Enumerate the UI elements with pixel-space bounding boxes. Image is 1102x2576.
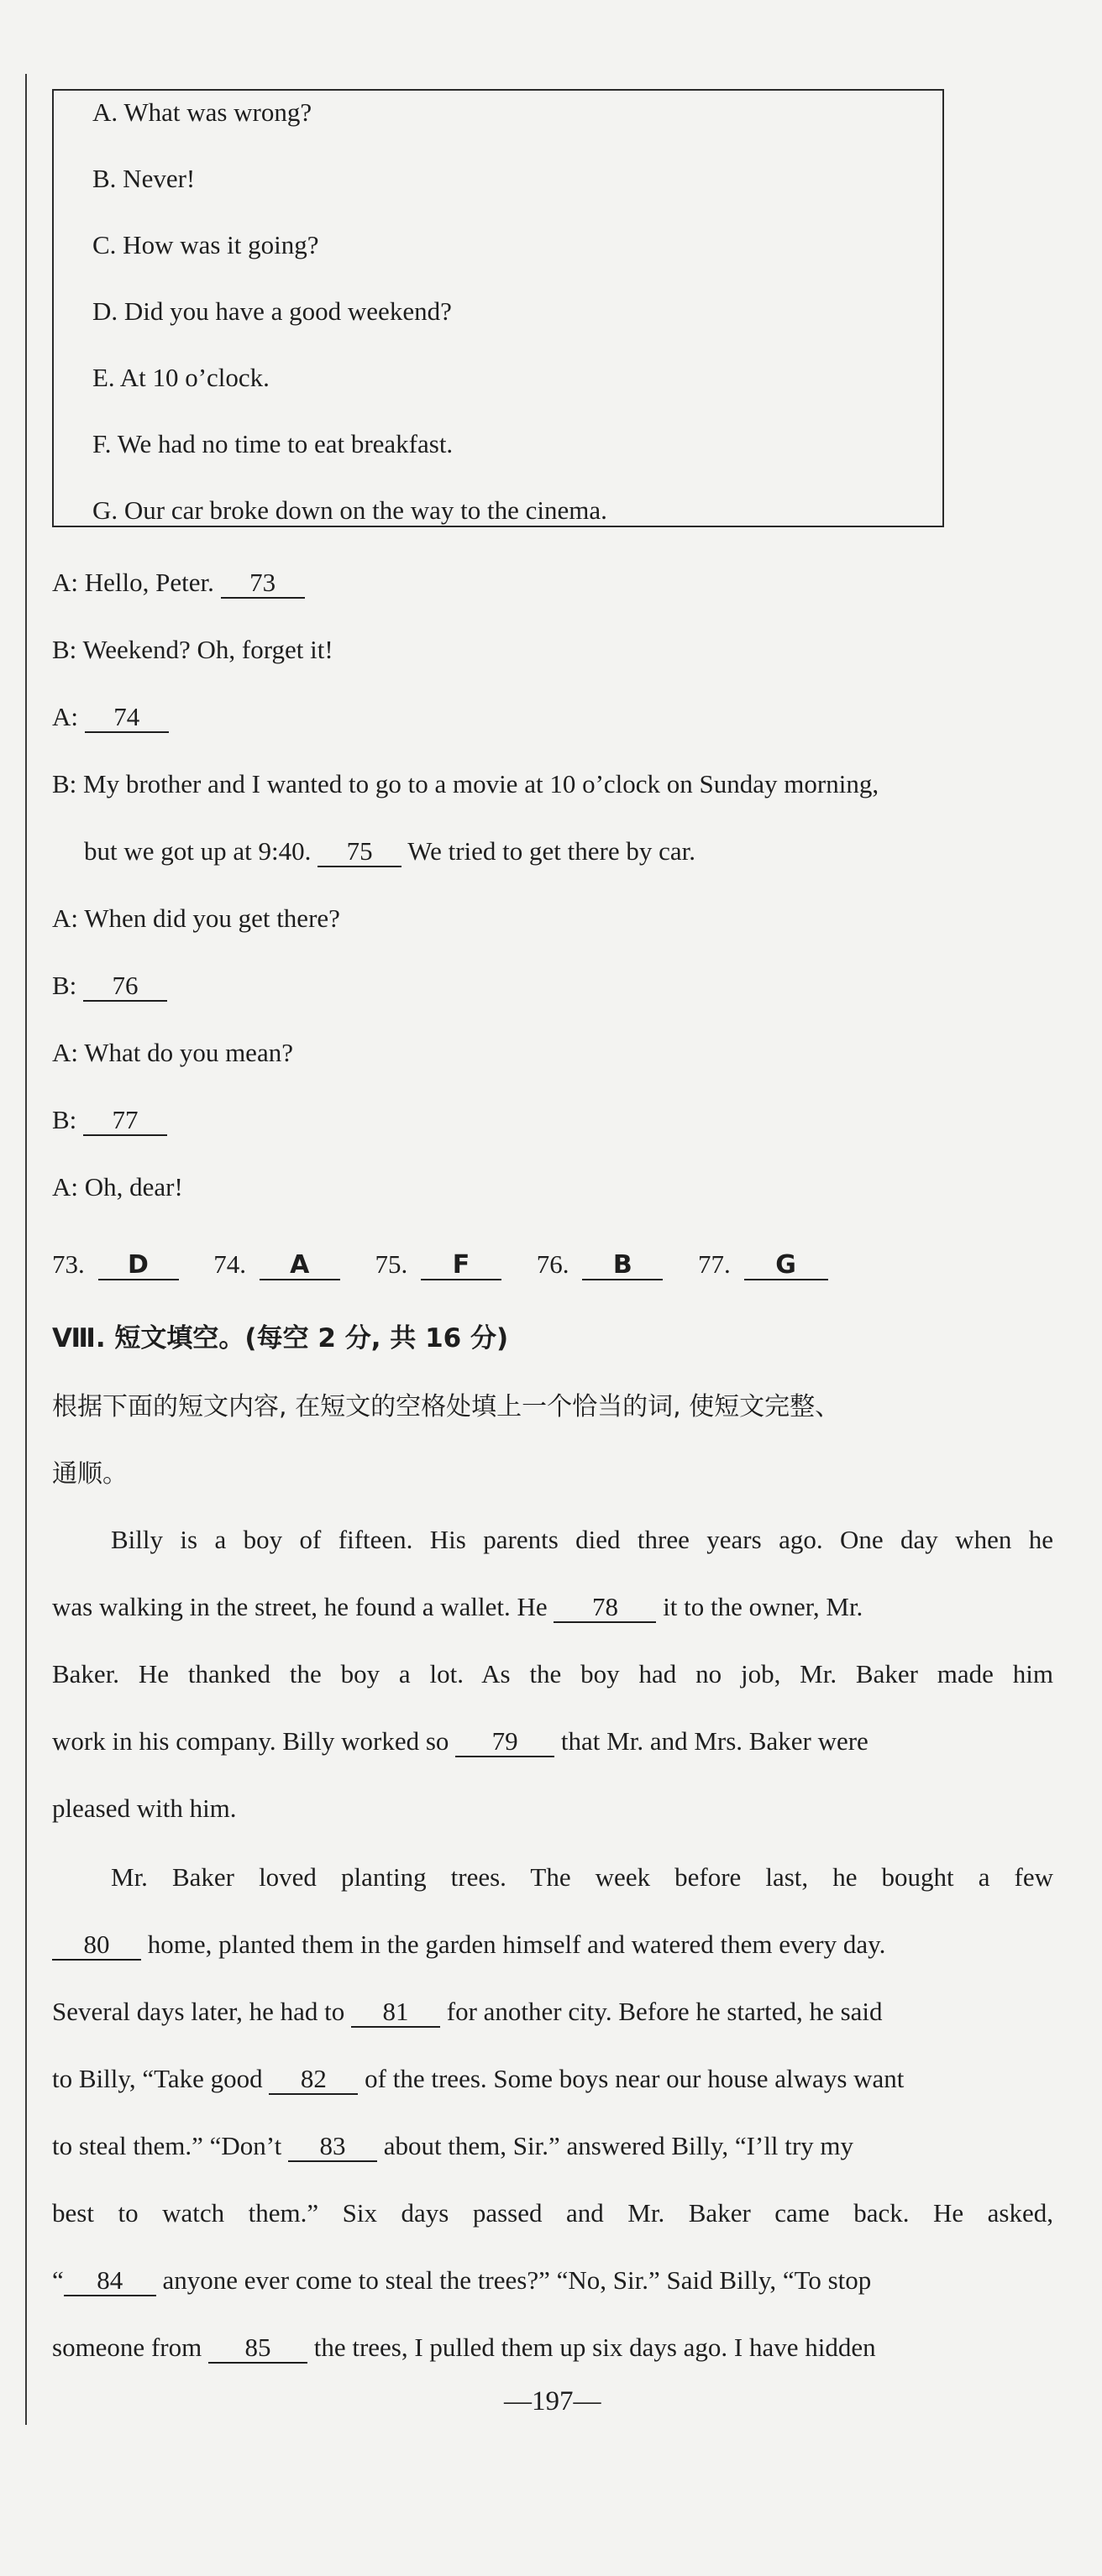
- passage-text: to steal them.” “Don’t: [52, 2131, 288, 2160]
- blank-75: 75: [317, 837, 401, 867]
- option-d: D. Did you have a good weekend?: [92, 296, 452, 326]
- passage-line: [52, 2064, 904, 2095]
- option-f: F. We had no time to eat breakfast.: [92, 429, 454, 458]
- passage-text: Several days later, he had to: [52, 1997, 351, 2026]
- answer-77: G: [744, 1251, 828, 1280]
- blank-73: 73: [221, 568, 305, 599]
- options-box: [52, 89, 944, 527]
- dialogue-text: A:: [52, 702, 85, 731]
- blank-76: 76: [83, 971, 167, 1002]
- section-instruction: 根据下面的短文内容, 在短文的空格处填上一个恰当的词, 使短文完整、: [52, 1392, 841, 1422]
- passage-text: for another city. Before he started, he said: [440, 1997, 883, 2026]
- blank-84: 84: [64, 2266, 156, 2296]
- passage-text: “: [52, 2265, 64, 2295]
- option-g: G. Our car broke down on the way to the cinema.: [92, 495, 607, 525]
- blank-74: 74: [85, 703, 169, 733]
- blank-79: 79: [455, 1727, 554, 1757]
- dialogue-line-7: [52, 971, 167, 1002]
- passage-line: Mr. Baker loved planting trees. The week before last, he bought a few: [111, 1862, 1053, 1892]
- passage-line: [52, 1726, 868, 1757]
- blank-80: 80: [52, 1930, 141, 1961]
- passage-line: Billy is a boy of fifteen. His parents died three years ago. One day when he: [111, 1525, 1053, 1554]
- margin-line: [25, 74, 27, 2425]
- dialogue-text: A: Hello, Peter.: [52, 568, 221, 597]
- section-instruction-cont: 通顺。: [52, 1459, 128, 1489]
- passage-line: best to watch them.” Six days passed and Mr. Baker came back. He asked,: [52, 2198, 1053, 2228]
- dialogue-line-10: A: Oh, dear!: [52, 1172, 183, 1202]
- passage-text: that Mr. and Mrs. Baker were: [554, 1726, 868, 1756]
- passage-line: [52, 1592, 863, 1623]
- dialogue-line-5: [84, 836, 695, 867]
- passage-text: someone from: [52, 2333, 208, 2362]
- dialogue-line-3: [52, 702, 169, 733]
- option-a: A. What was wrong?: [92, 97, 312, 127]
- blank-77: 77: [83, 1106, 167, 1136]
- dialogue-line-1: [52, 568, 305, 599]
- passage-text: about them, Sir.” answered Billy, “I’ll try my: [376, 2131, 854, 2160]
- answer-row: [52, 1249, 828, 1280]
- passage-line: [52, 2131, 853, 2162]
- passage-text: the trees, I pulled them up six days ago. I have hidden: [307, 2333, 876, 2362]
- section-title: Ⅷ. 短文填空。(每空 2 分, 共 16 分): [52, 1323, 509, 1353]
- passage-text: work in his company. Billy worked so: [52, 1726, 456, 1756]
- blank-85: 85: [208, 2333, 307, 2364]
- blank-82: 82: [269, 2065, 358, 2095]
- option-e: E. At 10 o’clock.: [92, 363, 270, 392]
- passage-line: [52, 1997, 883, 2028]
- passage-text: anyone ever come to steal the trees?” “No, Sir.” Said Billy, “To stop: [155, 2265, 872, 2295]
- blank-81: 81: [351, 1997, 440, 2028]
- dialogue-line-4: B: My brother and I wanted to go to a movie at 10 o’clock on Sunday morning,: [52, 769, 879, 798]
- dialogue-line-8: A: What do you mean?: [52, 1038, 293, 1067]
- answer-number: 76.: [536, 1249, 569, 1279]
- passage-text: of the trees. Some boys near our house always want: [358, 2064, 905, 2093]
- option-c: C. How was it going?: [92, 230, 319, 259]
- answer-75: F: [421, 1251, 501, 1280]
- dialogue-line-9: [52, 1105, 167, 1136]
- dialogue-text: but we got up at 9:40.: [84, 836, 318, 866]
- blank-83: 83: [288, 2132, 377, 2162]
- dialogue-text: B:: [52, 1105, 84, 1134]
- answer-number: 77.: [698, 1249, 731, 1279]
- answer-73: D: [98, 1251, 179, 1280]
- answer-74: A: [260, 1251, 340, 1280]
- dialogue-text: B:: [52, 971, 84, 1000]
- blank-78: 78: [554, 1593, 656, 1623]
- answer-number: 74.: [213, 1249, 246, 1279]
- passage-text: home, planted them in the garden himself and watered them every day.: [141, 1929, 886, 1959]
- answer-76: B: [582, 1251, 663, 1280]
- answer-number: 75.: [375, 1249, 408, 1279]
- passage-text: to Billy, “Take good: [52, 2064, 270, 2093]
- passage-line: [52, 2333, 876, 2364]
- dialogue-text: We tried to get there by car.: [401, 836, 695, 866]
- answer-number: 73.: [52, 1249, 85, 1279]
- passage-text: it to the owner, Mr.: [656, 1592, 863, 1621]
- dialogue-line-6: A: When did you get there?: [52, 903, 340, 933]
- passage-line: [52, 2265, 871, 2296]
- passage-line: Baker. He thanked the boy a lot. As the boy had no job, Mr. Baker made him: [52, 1659, 1053, 1689]
- page-number: —197—: [504, 2386, 601, 2416]
- passage-line: pleased with him.: [52, 1793, 237, 1823]
- passage-line: [52, 1929, 885, 1961]
- passage-text: was walking in the street, he found a wallet. He: [52, 1592, 554, 1621]
- dialogue-line-2: B: Weekend? Oh, forget it!: [52, 635, 333, 664]
- option-b: B. Never!: [92, 164, 196, 193]
